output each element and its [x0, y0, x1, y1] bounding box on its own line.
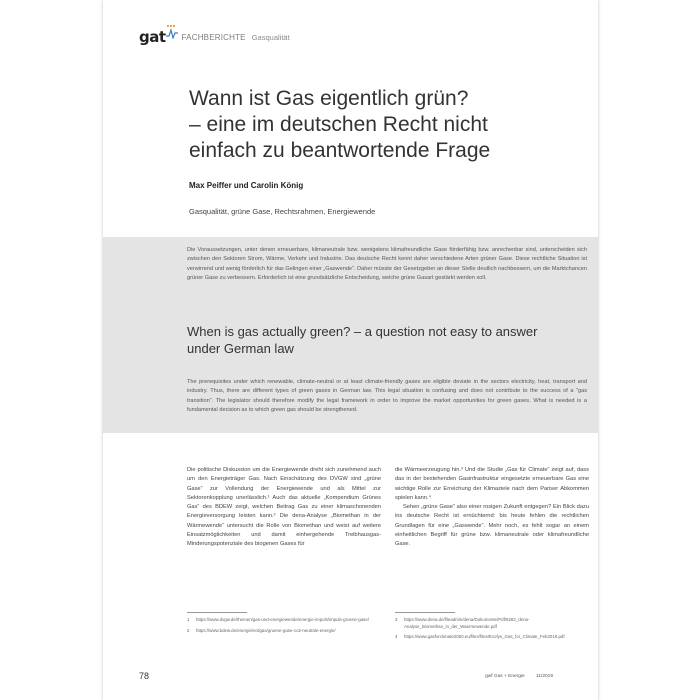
logo-text: gat: [139, 28, 166, 46]
footnote-number: 3: [395, 617, 398, 622]
logo-signal-icon: [166, 25, 178, 39]
footnote: [187, 617, 381, 624]
footnote-number: 4: [395, 634, 398, 640]
footnote: [187, 628, 381, 635]
section-label: FACHBERICHTE: [181, 32, 246, 42]
footnote: [395, 617, 589, 630]
footnotes-right: [395, 617, 589, 645]
body-column-left: [187, 466, 381, 550]
footnote-link[interactable]: https://www.dvgw.de/themen/gas-und-energiewende/energie-impuls/impuls-gruene-gase/: [196, 617, 370, 622]
english-title: [187, 323, 587, 357]
title-line: – eine im deutschen Recht nicht: [189, 113, 488, 136]
footnote-number: 1: [187, 617, 190, 622]
abstract-english: The prerequisites under which renewable, climate-neutral or at least climate-friendly gases are eligible deviate in the sectors electricity, heat, transport and industry. Thus, there are different types of green gases in German law. This legal situation is confusing and does not contribute to the success of a “gas transition”. The legislator should therefore modify the legal framework in order to improve the market opportunities for green gases. What is needed is a fundamental decision as to which green gas should be strengthened.: [187, 379, 587, 413]
journal-name: gwf Gas + Energie: [485, 674, 525, 679]
authors: Max Peiffer und Carolin König: [189, 181, 304, 190]
body-paragraph: Sehen „grüne Gase“ also einer rosigen Zukunft entgegen? Ein Blick dazu ins deutsche Recht ist ernüchternd: bis heute fehlen die rechtlichen Grundlagen für eine „Gaswende“. Mehr noch, es fehlt sogar an einem einheitlichen Begriff für grüne bzw. klimaneutrale oder klimafreundliche Gase.: [395, 504, 589, 548]
body-paragraph: Die politische Diskussion um die Energiewende dreht sich zunehmend auch um den Energieträger Gas. Nach Einschätzung des DVGW sind „grüne Gase“ zur Vollendung der Energiewende und als Mittel zur Sektorenkopplung unerlässlich.¹ Auch das aktuelle „Kompendium Grünes Gas“ des BDEW zeigt, welchen Beitrag Gas zu einer klimaschonenden Energieversorgung leisten kann.² Die dena-Analyse „Biomethan in der Wärmewende“ untersucht die Rolle von Biomethan und weist auf weitere Einsatzmöglichkeiten und damit einhergehende Treibhausgas-Minderungspotenziale des biogenen Gases für: [187, 467, 381, 548]
footnote-divider-right: [395, 612, 455, 613]
abstract-german: Die Voraussetzungen, unter denen erneuerbare, klimaneutrale bzw. wenigstens klimafreundliche Gase förderfähig bzw. anrechenbar sind, unterscheiden sich zwischen den Sektoren Strom, Wärme, Verkehr und Industrie. Das deutsche Recht kennt daher verschiedene Arten grüner Gase. Diese rechtliche Situation ist verwirrend und wenig förderlich für das Gelingen einer „Gaswende“. Daher müsste der Gesetzgeber an dieser Stelle deutlich nachbessern, um die Marktchancen grüner Gase zu verbessern. Erforderlich ist eine grundsätzliche Entscheidung, welche grüne Gasart gestärkt werden soll.: [187, 247, 587, 281]
footnote-number: 2: [187, 627, 190, 633]
journal-footer: [485, 674, 553, 679]
subsection-label: Gasqualität: [251, 32, 290, 42]
gat-logo: [139, 28, 166, 46]
journal-page: [103, 0, 598, 700]
footnote: [395, 634, 589, 641]
keywords: Gasqualität, grüne Gase, Rechtsrahmen, Energiewende: [189, 207, 376, 216]
journal-issue: 11/2019: [536, 674, 553, 679]
footnote-link[interactable]: https://www.bdew.de/energie/erdgas/gruene-gase-co2-neutrale-energie/: [196, 627, 336, 633]
footnote-link[interactable]: https://www.gasforclimate2050.eu/files/files/Ecofys_Gas_for_Climate_Feb2018.pdf: [404, 634, 565, 640]
footnote-divider-left: [187, 612, 247, 613]
footnotes-left: [187, 617, 381, 638]
body-paragraph: die Wärmeerzeugung hin.³ Und die Studie „Gas für Climate“ zeigt auf, dass das in der bestehenden Gasinfrastruktur eingesetzte erneuerbare Gas eine wichtige Rolle zur Erreichung der Klimaziele nach dem Pariser Abkommen spielen kann.⁴: [395, 467, 589, 501]
body-column-right: [395, 466, 589, 550]
footnote-link[interactable]: https://www.dena.de/fileadmin/dena/Dokumente/Pdf/9282_dena-Analyse_Biomethan_in_der_Waermewende.pdf: [404, 617, 530, 629]
title-line: einfach zu beantwortende Frage: [189, 139, 491, 162]
english-title-line: under German law: [187, 341, 294, 356]
page-number: 78: [139, 671, 150, 681]
page-header: [139, 26, 290, 48]
english-title-line: When is gas actually green? – a question not easy to answer: [187, 324, 538, 339]
article-title: [189, 86, 589, 164]
title-line: Wann ist Gas eigentlich grün?: [189, 87, 469, 110]
